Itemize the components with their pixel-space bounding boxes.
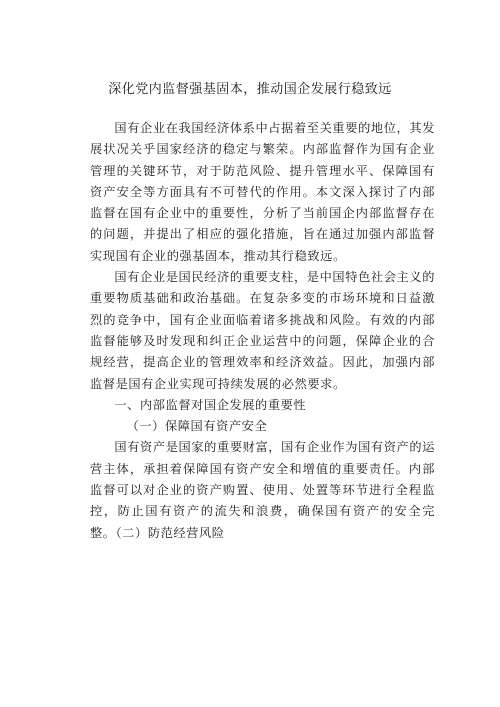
subsection-paragraph: 国有资产是国家的重要财富，国有企业作为国有资产的运营主体，承担着保障国有资产安全和增值的重要责任。内部监督可以对企业的资产购置、使用、处置等环节进行全程监控，防止国有资产的流失和浪费，确保国有资产的安全完整。（二）防范经营风险 xyxy=(90,440,435,540)
document-title: 深化党内监督强基固本，推动国企发展行稳致远 xyxy=(108,82,392,97)
abstract-paragraph: 国有企业在我国经济体系中占据着至关重要的地位，其发展状况关乎国家经济的稳定与繁荣。内部监督作为国有企业管理的关键环节，对于防范风险、提升管理水平、保障国有资产安全等方面具有不可替代的作用。本文深入探讨了内部监督在国有企业中的重要性，分析了当前国企内部监督存在的问题，并提出了相应的强化措施，旨在通过加强内部监督实现国有企业的强基固本，推动其行稳致远。 xyxy=(90,121,435,263)
section-heading: 一、内部监督对国企发展的重要性 xyxy=(114,397,307,412)
intro-paragraph: 国有企业是国民经济的重要支柱，是中国特色社会主义的重要物质基础和政治基础。在复杂多变的市场环境和日益激烈的竞争中，国有企业面临着诸多挑战和风险。有效的内部监督能够及时发现和纠正企业运营中的问题，保障企业的合规经营，提高企业的管理效率和经济效益。因此，加强内部监督是国有企业实现可持续发展的必然要求。 xyxy=(90,270,435,391)
document-body xyxy=(90,118,435,544)
subsection-heading: （一）保障国有资产安全 xyxy=(126,419,268,434)
